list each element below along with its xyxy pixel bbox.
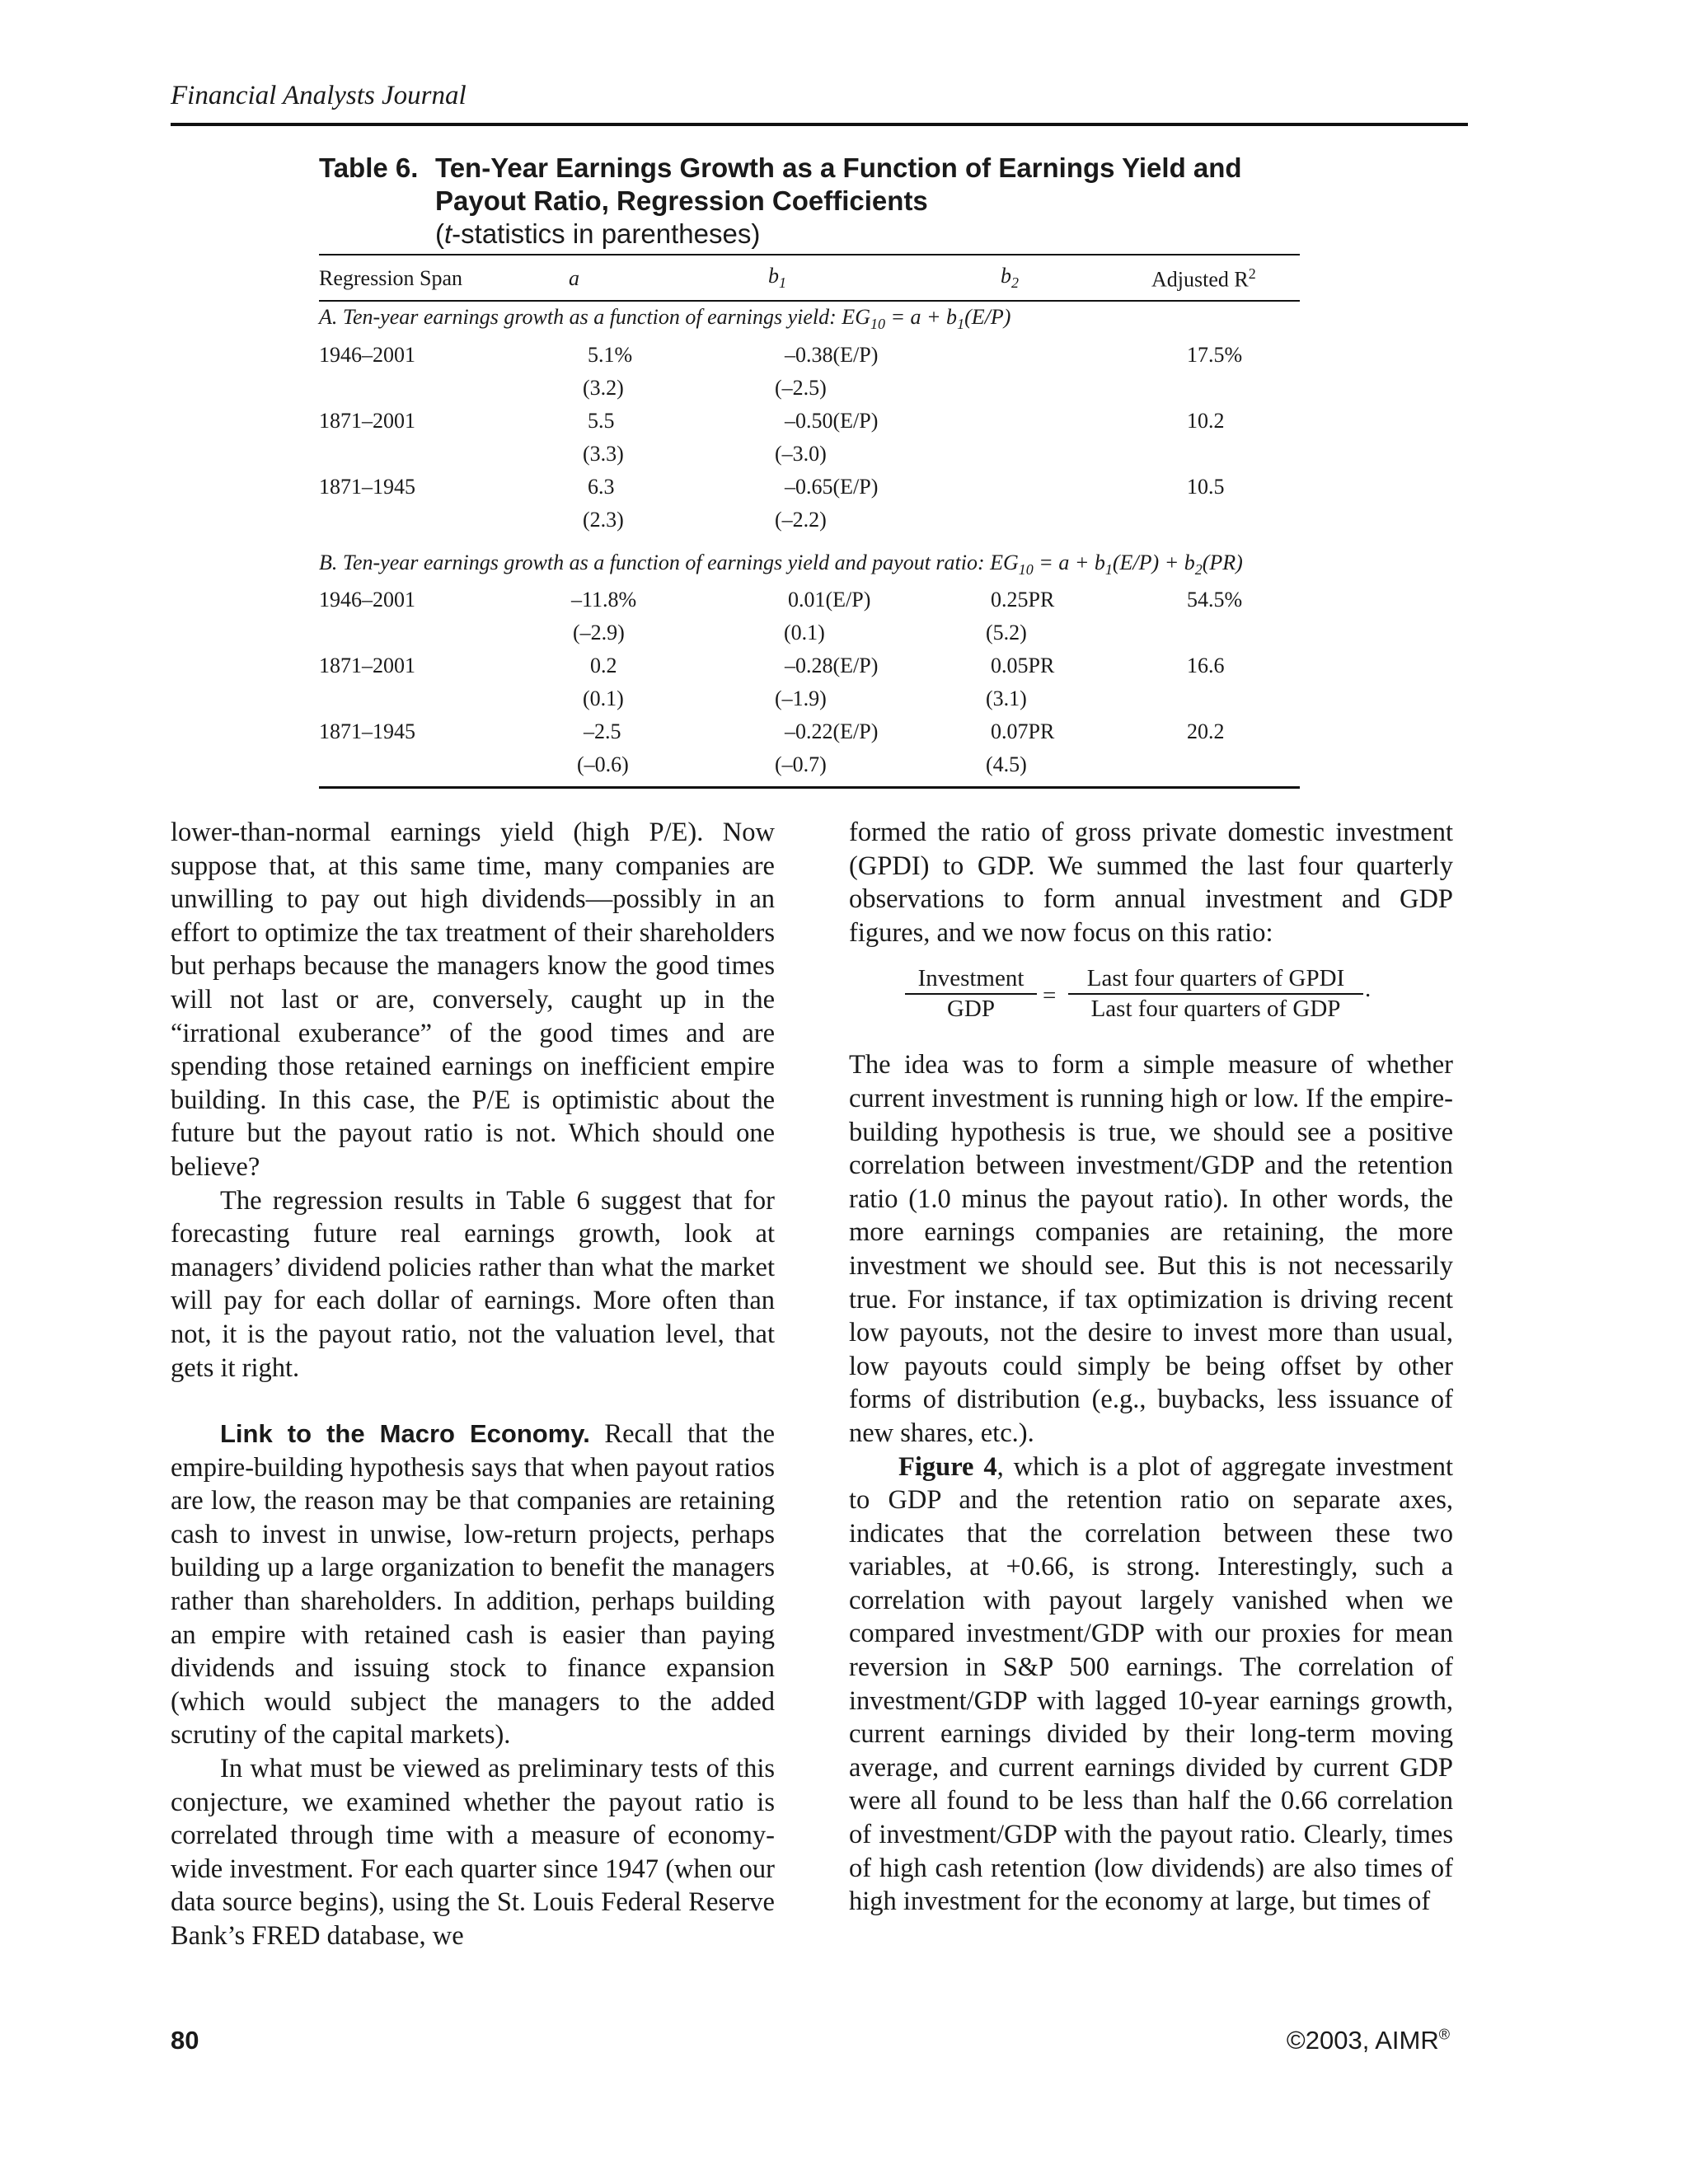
table-cell: 0.07PR [991, 719, 1055, 743]
paragraph: Link to the Macro Economy. Recall that the empire-building hypothesis says that when payout ratios are low, the reason may be that companies are retaining cash to invest in unwise, low-return projects, perhaps building up a large organization to benefit the managers rather than shareholders. In addition, perhaps building an empire with retained cash is easier than paying dividends and issuing stock to finance expansion (which would subject the managers to the added scrutiny of the capital markets). [171, 1419, 775, 1750]
table-cell: –2.5 [584, 719, 621, 743]
copyright-notice: ©2003, AIMR® [1286, 2026, 1450, 2055]
table-cell: 20.2 [1187, 719, 1225, 743]
subtitle-rest: -statistics in parentheses) [452, 218, 761, 249]
figure-reference[interactable]: Figure 4 [898, 1451, 997, 1482]
table-cell: 10.5 [1187, 475, 1225, 499]
table-cell: (–0.7) [775, 752, 827, 776]
formula-rhs: Last four quarters of GPDI Last four quarters of GDP [1068, 964, 1363, 1023]
table-cell: 1871–1945 [319, 719, 415, 743]
col-header-span: Regression Span [319, 266, 463, 290]
table-subtitle: (t-statistics in parentheses) [435, 218, 761, 249]
table-cell: –0.22(E/P) [785, 719, 879, 743]
table-cell: 5.1% [588, 343, 633, 367]
table-cell: 0.2 [590, 654, 617, 677]
table-cell: (–3.0) [775, 442, 827, 466]
col-header-b2: $b_2$ [1001, 264, 1019, 292]
table-cell: 10.2 [1187, 409, 1225, 433]
paragraph: lower-than-normal earnings yield (high P/E). Now suppose that, at this same time, many companies are unwilling to pay out high dividends—possibly in an effort to optimize the tax treatment of their shareholders but perhaps because the managers know the good times will not last or are, conversely, caught up in the “irrational exuberance” of the good times and are spending those retained earnings on inefficient empire building. In this case, the P/E is optimistic about the future but the payout ratio is not. Which should one believe? [171, 818, 775, 1182]
t-letter: t [444, 218, 452, 249]
table-label: Table 6. [319, 152, 419, 183]
table-cell: (–2.2) [775, 508, 827, 532]
table-cell: 1871–2001 [319, 409, 415, 433]
table-cell: 1946–2001 [319, 343, 415, 367]
running-head: Financial Analysts Journal [171, 81, 467, 110]
table-cell: –11.8% [571, 588, 637, 612]
table-cell: (3.3) [583, 442, 624, 466]
table-cell: (5.2) [986, 621, 1027, 644]
table-cell: (4.5) [986, 752, 1027, 776]
table-header-rule [319, 300, 1300, 302]
header-rule [171, 123, 1468, 126]
investment-gdp-formula [849, 956, 1453, 1037]
right-column [849, 816, 1453, 1919]
paragraph: In what must be viewed as preliminary tests of this conjecture, we examined whether the payout ratio is correlated through time with a measure of economy-wide investment. For each quarter since 1947 (when our data source begins), using the St. Louis Federal Reserve Bank’s FRED database, we [171, 1754, 775, 1951]
col-header-r2: Adjusted $R^2$ [1151, 265, 1256, 292]
table-cell: –0.65(E/P) [785, 475, 879, 499]
formula-period: . [1365, 976, 1372, 1003]
table-cell: –0.38(E/P) [785, 343, 879, 367]
panel-b-label: B. Ten-year earnings growth as a function of earnings yield and payout ratio: $EG_{10} = a + b_1(E/P) + b_2(PR)$ [319, 551, 1243, 579]
table-cell: 1871–1945 [319, 475, 415, 499]
section-heading: Link to the Macro Economy. [220, 1419, 590, 1449]
table-cell: (0.1) [784, 621, 825, 644]
panel-a-label: A. Ten-year earnings growth as a function of earnings yield: $EG_{10} = a + b_1(E/P)$ [319, 305, 1011, 333]
paragraph: The idea was to form a simple measure of whether current investment is running high or low. If the empire-building hypothesis is true, we should see a positive correlation between investment/GDP and the retention ratio (1.0 minus the payout ratio). In other words, the more earnings companies are retaining, the more investment we should see. But this is not necessarily true. For instance, if tax optimization is driving recent low payouts, not the desire to invest more than usual, low payouts could simply be being offset by other forms of distribution (e.g., buybacks, less issuance of new shares, etc.). [849, 1050, 1453, 1448]
table-cell: (–0.6) [577, 752, 629, 776]
table-title: Ten-Year Earnings Growth as a Function of Earnings Yield and Payout Ratio, Regression Coefficients [435, 152, 1242, 216]
table-cell: (–2.5) [775, 376, 827, 400]
table-cell: 16.6 [1187, 654, 1225, 677]
table-cell: 0.25PR [991, 588, 1055, 612]
table-cell: 5.5 [588, 409, 615, 433]
table-cell: 6.3 [588, 475, 615, 499]
col-header-b1: $b_1$ [768, 264, 786, 292]
paragraph: formed the ratio of gross private domestic investment (GPDI) to GDP. We summed the last four quarterly observations to form annual investment and GDP figures, and we now focus on this ratio: [849, 818, 1453, 948]
table-cell: 1871–2001 [319, 654, 415, 677]
table-cell: –0.50(E/P) [785, 409, 879, 433]
formula-lhs: Investment GDP [905, 964, 1037, 1023]
col-header-a: a [569, 266, 579, 290]
table-cell: 0.01(E/P) [788, 588, 871, 612]
table-cell: 54.5% [1187, 588, 1243, 612]
table-cell: 1946–2001 [319, 588, 415, 612]
table-cell: (–1.9) [775, 687, 827, 710]
paragraph: The regression results in Table 6 suggest that for forecasting future real earnings growth, look at managers’ dividend policies rather than what the market will pay for each dollar of earnings. More often than not, it is the payout ratio, not the valuation level, that gets it right. [171, 1185, 775, 1383]
table-cell: 17.5% [1187, 343, 1243, 367]
page-number: 80 [171, 2026, 199, 2055]
table-cell: (3.1) [986, 687, 1027, 710]
table-bottom-rule [319, 786, 1300, 789]
left-column [171, 816, 775, 1953]
table-cell: (2.3) [583, 508, 624, 532]
paragraph: Figure 4, which is a plot of aggregate investment to GDP and the retention ratio on separate axes, indicates that the correlation between these two variables, at +0.66, is strong. Interestingly, such a correlation with payout largely vanished when we compared investment/GDP with our proxies for mean reversion in S&P 500 earnings. The correlation of investment/GDP with lagged 10-year earnings growth, current earnings divided by their long-term moving average, and current earnings divided by current GDP were all found to be less than half the 0.66 correlation of investment/GDP with the payout ratio. Clearly, times of high cash retention (low dividends) are also times of high investment for the economy at large, but times of [849, 1451, 1453, 1917]
table-cell: (0.1) [583, 687, 624, 710]
table-cell: 0.05PR [991, 654, 1055, 677]
table-cell: –0.28(E/P) [785, 654, 879, 677]
formula-equals: = [1043, 982, 1057, 1010]
table-cell: (3.2) [583, 376, 624, 400]
table-cell: (–2.9) [573, 621, 625, 644]
table-top-rule [319, 254, 1300, 255]
